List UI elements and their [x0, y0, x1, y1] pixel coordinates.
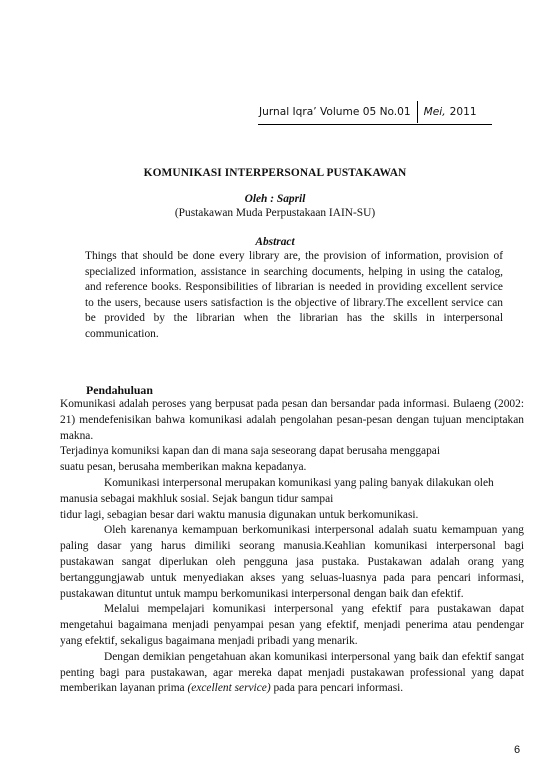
journal-name: Jurnal Iqra’ Volume 05 No.01 — [259, 106, 411, 118]
abstract-heading: Abstract — [255, 236, 295, 248]
paragraph-6-end: pada para pencari informasi. — [270, 682, 404, 695]
paragraph-2-line-1: Terjadinya komuniksi kapan dan di mana saja seseorang dapat berusaha menggapai — [60, 445, 441, 458]
author-affiliation: (Pustakawan Muda Perpustakaan IAIN-SU) — [174, 207, 376, 219]
paragraph-4: Oleh karenanya kemampuan berkomunikasi interpersonal adalah suatu kemampuan yang paling dasar yang harus dimiliki seorang manusia.Keahlian komunikasi interpersonal bagi pustakawan sangat diperlukan oleh pengguna jasa pustaka. Pustakawan adalah orang yang bertanggungjawab untuk menyediakan akses yang seluas-luasnya pada para pencari informasi, pustakawan dituntut untuk mampu berkomunikasi interpersonal dengan baik dan efektif. — [60, 524, 524, 600]
section-heading: Pendahuluan — [86, 383, 153, 397]
article-title: KOMUNIKASI INTERPERSONAL PUSTAKAWAN — [143, 167, 407, 179]
issue-month: Mei, — [423, 106, 446, 118]
abstract-text: Things that should be done every library are, the provision of information, provision of specialized information, assistance in searching documents, helping in using the catalog, and reference books. Responsibilities of librarian is needed in providing excellent service to the users, because users satisfaction is the objective of library.The excellent service can be provided by the librarian when the librarian has the skills in interpersonal communication. — [85, 250, 503, 340]
article-author: Oleh : Sapril — [244, 193, 306, 205]
paragraph-1: Komunikasi adalah peroses yang berpusat pada pesan dan bersandar pada informasi. Bulaeng (2002: 21) mendefenisikan bahwa komunikasi adalah pengolahan pesan-pesan dengan tujuan menciptakan makna. — [60, 398, 524, 442]
running-header — [259, 101, 490, 123]
excellent-service-term: (excellent service) — [187, 682, 271, 695]
page-number: 6 — [514, 744, 521, 756]
header-separator — [417, 101, 418, 123]
paragraph-6 — [60, 650, 524, 697]
header-rule — [258, 124, 492, 125]
paragraph-5: Melalui mempelajari komunikasi interpersonal yang efektif para pustakawan dapat mengetahui bagaimana menjadi penyampai pesan yang efektif, menjadi penerima atau pendengar yang efektif, sekaligus bagaimana menjadi pribadi yang menarik. — [60, 603, 524, 647]
paragraph-3-line-2: manusia sebagai makhluk sosial. Sejak bangun tidur sampai — [60, 492, 334, 505]
paragraph-2-line-2: suatu pesan, berusaha memberikan makna kepadanya. — [60, 461, 307, 474]
paragraph-6-text: Dengan demikian pengetahuan akan komunikasi interpersonal yang baik dan efektif sangat penting bagi para pustakawan, agar mereka dapat menjadi pustakawan professional yang dapat memberikan layanan prima — [60, 650, 524, 695]
section-body — [60, 397, 524, 697]
paragraph-3-line-3: tidur lagi, sebagian besar dari waktu manusia digunakan untuk berkomunikasi. — [60, 508, 419, 521]
issue-year: 2011 — [449, 106, 477, 118]
paragraph-3-line-1: Komunikasi interpersonal merupakan komunikasi yang paling banyak dilakukan oleh — [104, 476, 494, 489]
